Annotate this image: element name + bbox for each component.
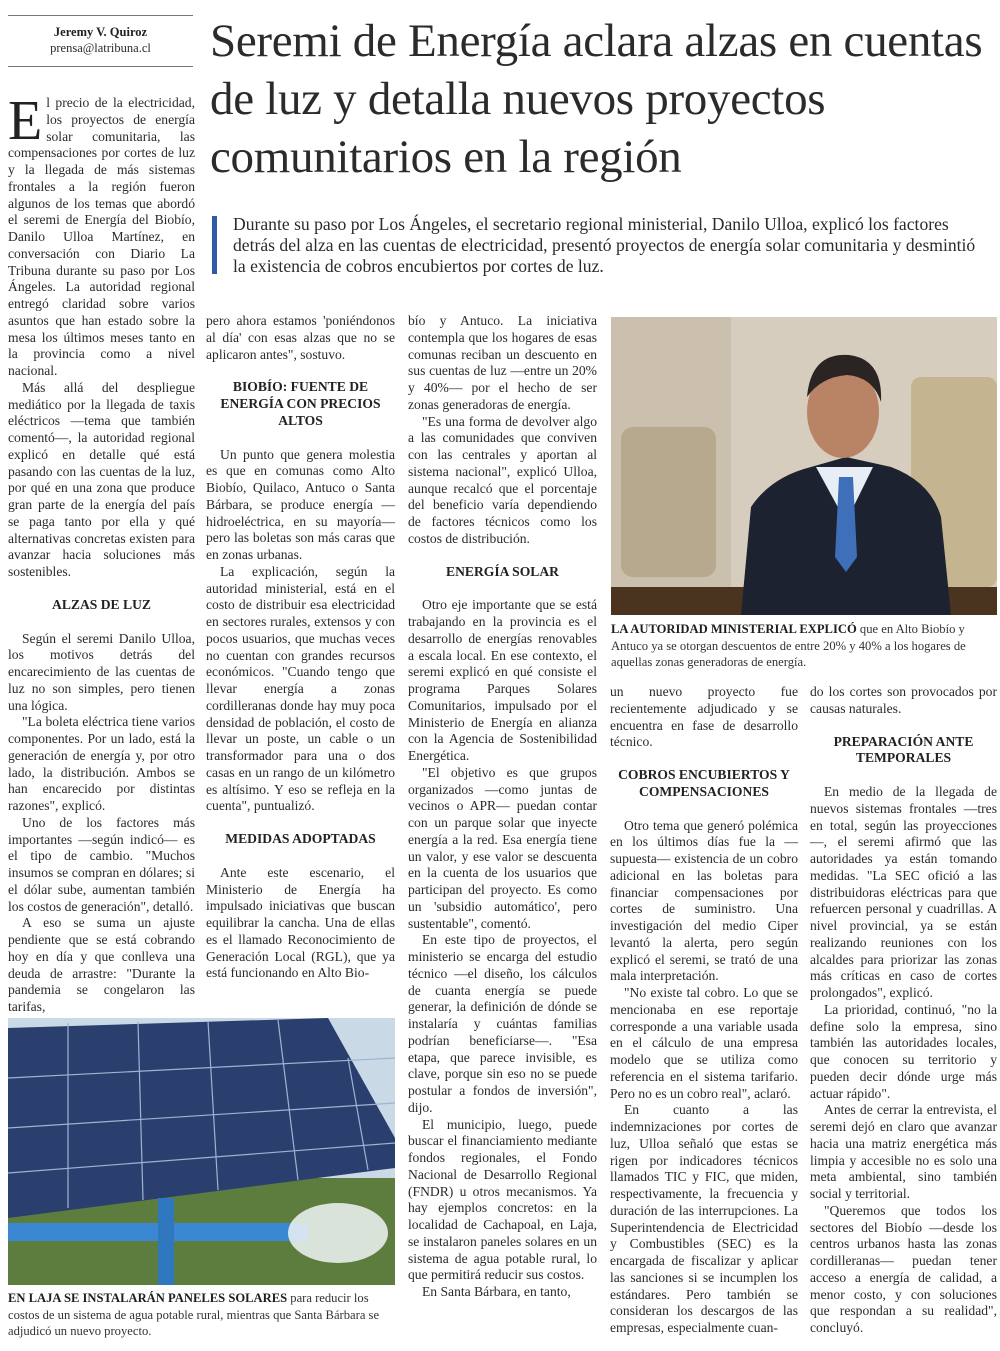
paragraph-text: Otro tema que generó polémica en los últimos días fue la —supuesta— existencia de un cobro adicional en las boletas para financiar compensaciones por cortes de suministro. Una investigación del medio Ciper levantó la alerta, pero según explicó el seremi, se trató de una mala interpretación. bbox=[610, 817, 798, 984]
article-paragraph bbox=[810, 784, 997, 1002]
deck-accent-bar bbox=[212, 216, 217, 274]
paragraph-text: La prioridad, continuó, "no la define solo la empresa, sino también las autoridades locales, que conocen su territorio y pueden decir dónde urge más actuar rápido". bbox=[810, 1001, 997, 1101]
article-paragraph bbox=[8, 90, 195, 380]
seremi-portrait-photo bbox=[611, 317, 997, 615]
paragraph-text: El municipio, luego, puede buscar el financiamiento mediante fondos regionales, el Fondo Nacional de Desarrollo Regional (FNDR) u otros mecanismos. Ya hay ejemplos concretos: en la localidad de Cachapoal, en Laja, se instalaron paneles solares en un sistema de agua potable rural, lo que permitirá reducir sus costos. bbox=[408, 1116, 597, 1283]
article-paragraph bbox=[408, 597, 597, 765]
paragraph-text: Más allá del despliegue mediático por la llegada de taxis eléctricos —tema que también comentó—, la autoridad regional explicó en detalle qué está pasando con las cuentas de la luz, por qué en una zona que produce gran parte de la energía del país se paga tanto por ella y qué alternativas concretas existen para avanzar hacia soluciones más sostenibles. bbox=[8, 379, 195, 579]
article-column-1 bbox=[8, 90, 195, 1016]
article-column-4 bbox=[610, 684, 798, 1337]
article-paragraph bbox=[810, 1002, 997, 1103]
solar-panels-photo bbox=[8, 1018, 395, 1285]
paragraph-text: En Santa Bárbara, en tanto, bbox=[422, 1284, 571, 1299]
article-paragraph bbox=[610, 818, 798, 986]
paragraph-text: En medio de la llegada de nuevos sistemas frontales —tres en total, según las proyecciones—, el seremi afirmó que las autoridades ya están tomando medidas. "La SEC ofició a las distribuidoras eléctricas para que refuercen personal y cuadrillas. A nivel provincial, ya se están realizando reuniones con los alcaldes para priorizar las zonas más críticas en caso de cortes prolongados", explicó. bbox=[810, 784, 997, 1000]
paragraph-text: La explicación, según la autoridad ministerial, está en el costo de distribuir esa electricidad en sectores rurales, extensos y con pocos usuarios, que muchas veces no cuentan con grandes recursos económicos. "Cuando tengo que llevar energía a zonas cordilleranas donde hay muy poca densidad de población, el costo de llevar un poste, un cable o un transformador para una o dos casas en un rango de un kilómetro es altísimo. Y eso se refleja en la cuenta", puntualizó. bbox=[206, 563, 395, 814]
section-heading: MEDIDAS ADOPTADAS bbox=[225, 831, 376, 846]
paragraph-text: "El objetivo es que grupos organizados —como juntas de vecinos o APR— puedan contar con un parque solar que inyecte energía a la red. Esa energía tiene un valor, y ese valor se descuenta en la cuenta de los usuarios que participan del proyecto. Es como un 'subsidio automático', pero sustentable", comentó. bbox=[408, 764, 597, 931]
headline: Seremi de Energía aclara alzas en cuentas de luz y detalla nuevos proyectos comunitarios en la región bbox=[210, 15, 983, 183]
section-heading: ALZAS DE LUZ bbox=[52, 596, 151, 612]
paragraph-text: Antes de cerrar la entrevista, el seremi dejó en claro que avanzar hacia una matriz energética más limpia y accesible no es solo una meta ambiental, sino también social y territorial. bbox=[810, 1102, 997, 1201]
article-paragraph bbox=[408, 313, 597, 414]
paragraph-text: "No existe tal cobro. Lo que se mencionaba en ese reportaje corresponde a una variable usada en el cálculo de una empresa modelo que se utiliza como referencia en el sistema tarifario. Pero no es un cobro real", aclaró. bbox=[610, 985, 798, 1101]
article-paragraph bbox=[408, 932, 597, 1116]
solar-caption-lead: EN LAJA SE INSTALARÁN PANELES SOLARES bbox=[8, 1291, 288, 1305]
article-paragraph bbox=[610, 1102, 798, 1337]
article-paragraph bbox=[206, 447, 395, 564]
article-paragraph bbox=[8, 815, 195, 916]
article-paragraph bbox=[206, 564, 395, 815]
article-paragraph bbox=[610, 985, 798, 1102]
paragraph-text: "La boleta eléctrica tiene varios componentes. Por un lado, está la generación de energía y, por otro lado, la distribución. Ambos se han encarecido por distintas razones", explicó. bbox=[8, 714, 195, 813]
paragraph-text: do los cortes son provocados por causas naturales. bbox=[810, 684, 997, 716]
portrait-caption bbox=[611, 621, 999, 671]
article-paragraph bbox=[8, 380, 195, 581]
article-paragraph bbox=[8, 631, 195, 715]
article-paragraph bbox=[810, 1203, 997, 1337]
article-paragraph bbox=[8, 714, 195, 815]
deck-text: Durante su paso por Los Ángeles, el secretario regional ministerial, Danilo Ulloa, explicó los factores detrás del alza en las cuentas de electricidad, presentó proyectos de energía solar comunitaria y desmintió la existencia de cobros encubiertos por cortes de luz. bbox=[233, 214, 976, 276]
byline bbox=[8, 15, 193, 67]
portrait-caption-lead: LA AUTORIDAD MINISTERIAL EXPLICÓ bbox=[611, 622, 857, 636]
article-column-5 bbox=[810, 684, 997, 1337]
paragraph-text: Ante este escenario, el Ministerio de Energía ha impulsado iniciativas que buscan equilibrar la cancha. Una de ellas es el llamado Reconocimiento de Generación Local (RGL), que ya está funcionando en Alto Bio- bbox=[206, 864, 395, 981]
paragraph-text: A eso se suma un ajuste pendiente que se está cobrando hoy en día y que conlleva una deuda de arrastre: "Durante la pandemia se congelaron las tarifas, bbox=[8, 915, 195, 1014]
paragraph-text: Según el seremi Danilo Ulloa, los motivos detrás del encarecimiento de las cuentas de luz no son simples, pero tienen una lógica. bbox=[8, 630, 195, 713]
paragraph-text: bío y Antuco. La iniciativa contempla que los hogares de esas comunas reciban un descuento en sus cuentas de luz —entre un 20% y 40%— por el hecho de ser zonas generadoras de energía. bbox=[408, 313, 597, 412]
portrait-illustration bbox=[611, 317, 997, 615]
author-email[interactable]: prensa@latribuna.cl bbox=[50, 41, 151, 55]
drop-cap: E bbox=[8, 90, 43, 152]
article-paragraph bbox=[810, 1102, 997, 1203]
article-paragraph bbox=[8, 915, 195, 1016]
paragraph-text: "Es una forma de devolver algo a las comunidades que conviven con las centrales y aportan al sistema nacional", explicó Ulloa, aunque recalcó que el porcentaje del beneficio varía dependiendo de factores técnicos como los costos de distribución. bbox=[408, 413, 597, 546]
article-paragraph bbox=[206, 313, 395, 363]
paragraph-text: pero ahora estamos 'poniéndonos al día' con esas alzas que no se aplicaron antes", sostuvo. bbox=[206, 313, 395, 362]
portrait-caption-text: que en Alto Biobío y Antuco ya se otorgan descuentos de entre 20% y 40% a los hogares de aquellas zonas generadoras de energía. bbox=[611, 622, 966, 669]
paragraph-text: "Queremos que todos los sectores del Biobío —desde los centros urbanos hasta las zonas cordilleranas— puedan tener acceso a energía de calidad, a menor costo, y con soluciones que respondan a su realidad", concluyó. bbox=[810, 1202, 997, 1335]
solar-caption bbox=[8, 1290, 398, 1340]
article-column-2 bbox=[206, 313, 395, 982]
section-heading: PREPARACIÓN ANTE TEMPORALES bbox=[833, 733, 974, 766]
paragraph-text: Un punto que genera molestia es que en comunas como Alto Biobío, Quilaco, Antuco o Santa Bárbara, se produce energía —hidroeléctrica, en su mayoría— pero las boletas son más caras que en zonas urbanas. bbox=[206, 446, 395, 562]
paragraph-text: Uno de los factores más importantes —según indicó— es el tipo de cambio. "Muchos insumos se compran en dólares; si el dólar sube, aumentan también los costos de generación", detalló. bbox=[8, 814, 195, 914]
paragraph-text: En este tipo de proyectos, el ministerio se encarga del estudio técnico —el diseño, los cálculos de cuanta energía se puede generar, la definición de dónde se instalaría y cuántas familias podrían beneficiarse—. "Esa etapa, que parece invisible, es clave, porque sin eso no se puede postular a fondos de inversión", dijo. bbox=[408, 932, 597, 1115]
article-paragraph bbox=[408, 414, 597, 548]
paragraph-text: l precio de la electricidad, los proyectos de energía solar comunitaria, las compensaciones por cortes de luz y la llegada de más sistemas frontales a la región fueron algunos de los temas que abordó el seremi de Energía del Biobío, Danilo Ulloa Martínez, en conversación con Diario La Tribuna durante su paso por Los Ángeles. La autoridad regional entregó claridad sobre varios asuntos que han estado sobre la mesa los últimos meses tanto en la provincia como a nivel nacional. bbox=[8, 95, 195, 378]
article-column-3 bbox=[408, 313, 597, 1301]
article-paragraph bbox=[408, 765, 597, 933]
section-heading: BIOBÍO: FUENTE DE ENERGÍA CON PRECIOS ALTOS bbox=[220, 379, 381, 428]
section-heading: COBROS ENCUBIERTOS Y COMPENSACIONES bbox=[618, 767, 790, 799]
section-heading: ENERGÍA SOLAR bbox=[446, 563, 559, 579]
paragraph-text: Otro eje importante que se está trabajando en la provincia es el desarrollo de energías renovables a escala local. En ese contexto, el seremi explicó en qué consiste el programa Parques Solares Comunitarios, impulsado por el Ministerio de Energía en alianza con la Agencia de Sostenibilidad Energética. bbox=[408, 597, 597, 763]
deck bbox=[212, 214, 992, 277]
article-paragraph bbox=[408, 1284, 597, 1301]
author-name: Jeremy V. Quiroz bbox=[53, 25, 148, 39]
article-paragraph bbox=[408, 1117, 597, 1285]
article-paragraph bbox=[810, 684, 997, 718]
paragraph-text: un nuevo proyecto fue recientemente adjudicado y se encuentra en fase de desarrollo técnico. bbox=[610, 684, 798, 750]
article-paragraph bbox=[610, 684, 798, 751]
solar-panels-illustration bbox=[8, 1018, 395, 1285]
article-paragraph bbox=[206, 865, 395, 982]
solar-caption-text: para reducir los costos de un sistema de agua potable rural, mientras que Santa Bárbara se adjudicó un nuevo proyecto. bbox=[8, 1291, 380, 1338]
paragraph-text: En cuanto a las indemnizaciones por cortes de luz, Ulloa señaló que estas se rigen por indicadores técnicos llamados TIC y FIC, que miden, respectivamente, la frecuencia y duración de las interrupciones. La Superintendencia de Electricidad y Combustibles (SEC) es la encargada de fiscalizar y aplicar las sanciones si se incumplen los estándares. Pero también se consideran los descargos de las empresas, especialmente cuan- bbox=[610, 1102, 798, 1335]
